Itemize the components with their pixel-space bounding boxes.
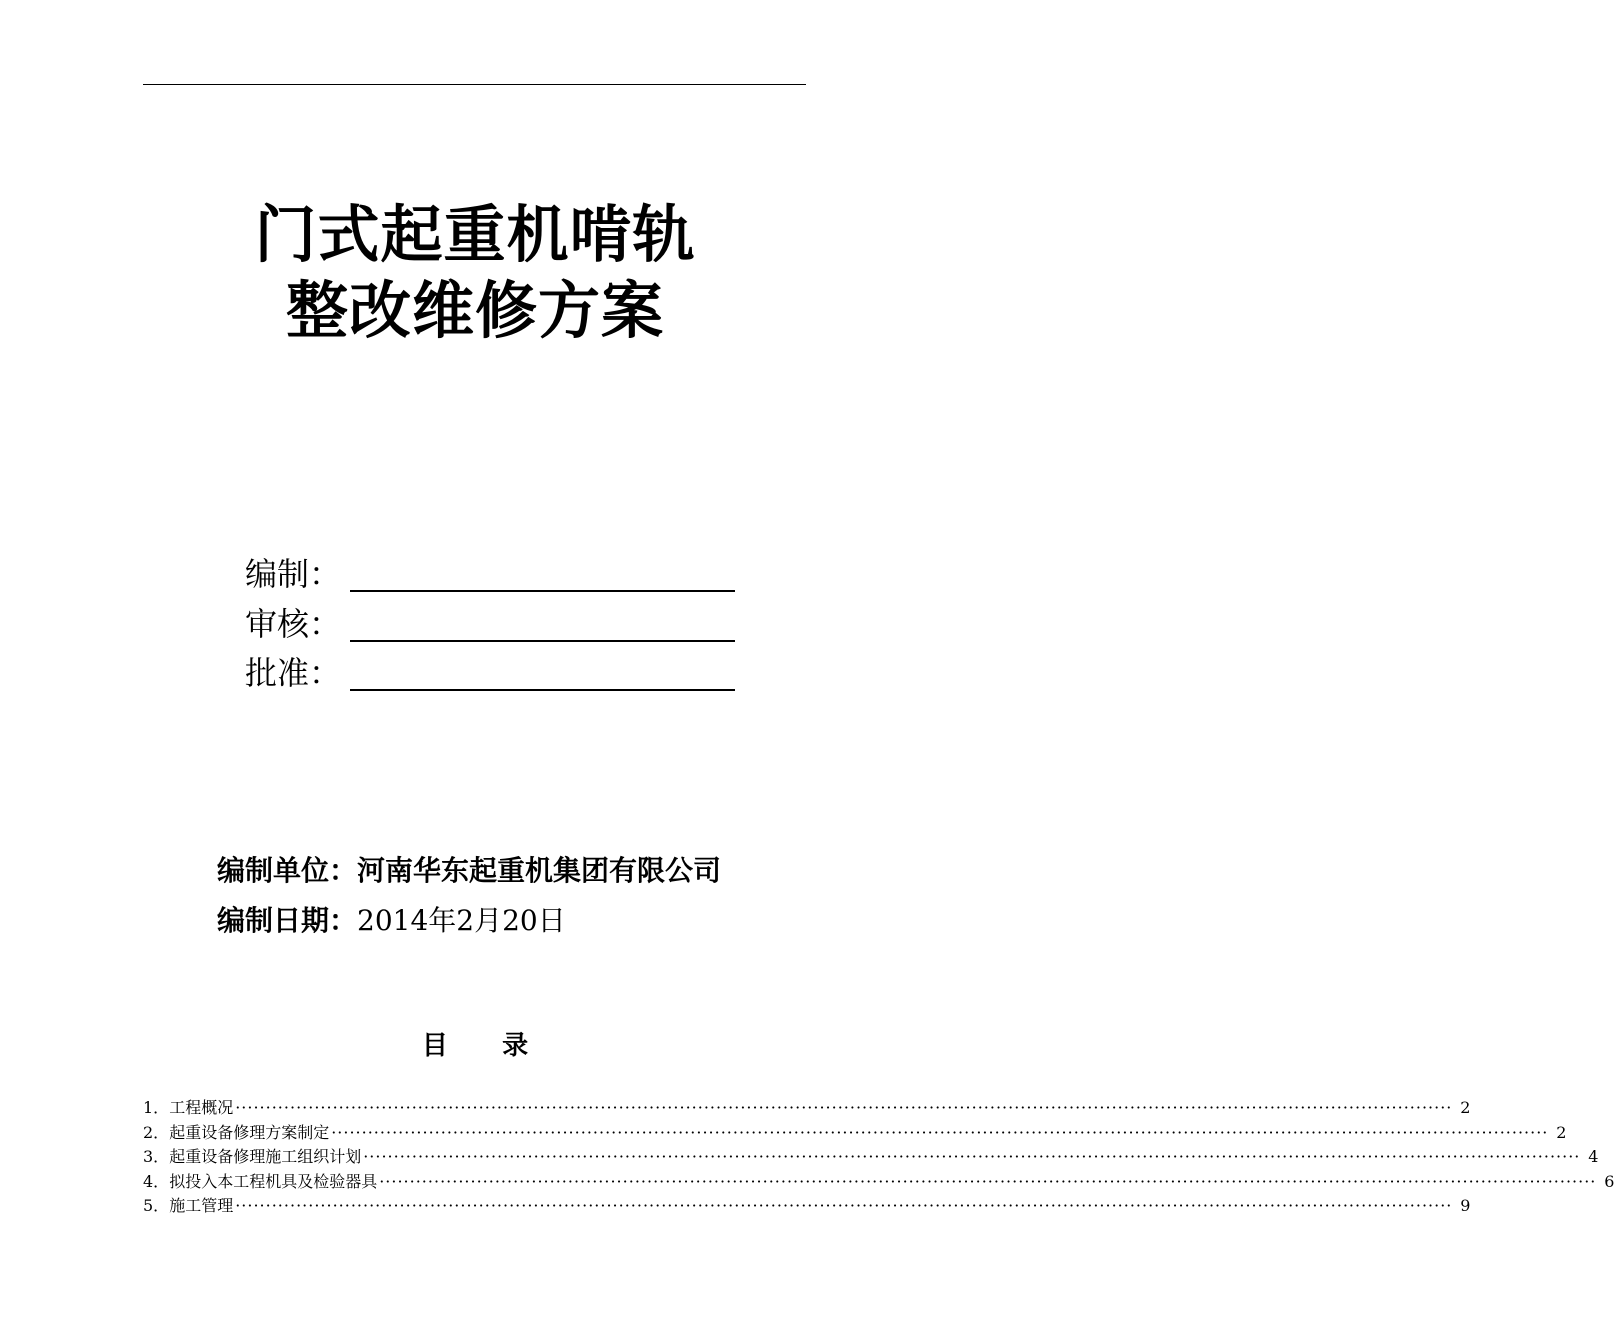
compiling-unit [217,853,721,889]
signature-line [350,689,735,691]
signature-label: 批准： [245,654,342,692]
compiling-date [217,903,566,939]
signature-line [350,590,735,592]
signature-label: 审核： [245,605,342,643]
toc-leader-dots: ········································································································································································································ [363,1147,1581,1166]
toc-entry-title: 拟投入本工程机具及检验器具 [169,1171,378,1191]
toc-entry[interactable] [143,1170,1614,1195]
toc-entry[interactable] [143,1194,1471,1219]
signature-label: 编制： [245,555,342,593]
signature-row-approved [245,651,745,695]
toc-entry-title: 工程概况 [169,1098,234,1117]
toc-entry-title: 起重设备修理施工组织计划 [169,1147,362,1166]
signature-row-reviewed [245,602,745,646]
toc-entry[interactable] [143,1096,1471,1121]
toc-entry-title: 起重设备修理方案制定 [169,1122,330,1142]
toc-entry[interactable] [143,1121,1567,1146]
signature-row-compiled [245,552,745,596]
toc-leader-dots: ········································································································································································································ [331,1122,1549,1142]
toc-leader-dots: ········································································································································································································ [379,1171,1597,1191]
toc-leader-dots: ········································································································································································································ [235,1196,1453,1215]
table-of-contents [143,1096,1614,1219]
toc-entry-number: 4． [143,1171,170,1191]
compiling-date-label: 编制日期： [217,904,358,937]
header-rule [143,84,806,85]
toc-entry-number: 1． [143,1098,170,1117]
toc-entry-title: 施工管理 [169,1196,234,1215]
document-title-line-1: 门式起重机啃轨 [254,198,696,271]
toc-entry-page: 2 [1460,1098,1471,1117]
signature-line [350,640,735,642]
toc-entry-page: 6 [1604,1171,1614,1191]
toc-entry-page: 2 [1556,1122,1567,1142]
toc-leader-dots: ········································································································································································································ [235,1098,1453,1117]
toc-entry-page: 4 [1588,1147,1599,1166]
compiling-unit-label: 编制单位： [217,854,358,887]
toc-entry[interactable] [143,1145,1599,1170]
toc-entry-page: 9 [1460,1196,1471,1215]
toc-entry-number: 2． [143,1122,170,1142]
toc-heading: 目 录 [421,1031,529,1061]
document-title-line-2: 整改维修方案 [285,274,664,347]
compiling-unit-value: 河南华东起重机集团有限公司 [357,854,722,887]
toc-entry-number: 5． [143,1196,170,1215]
toc-entry-number: 3． [143,1147,170,1166]
compiling-date-value: 2014年2月20日 [357,904,566,937]
